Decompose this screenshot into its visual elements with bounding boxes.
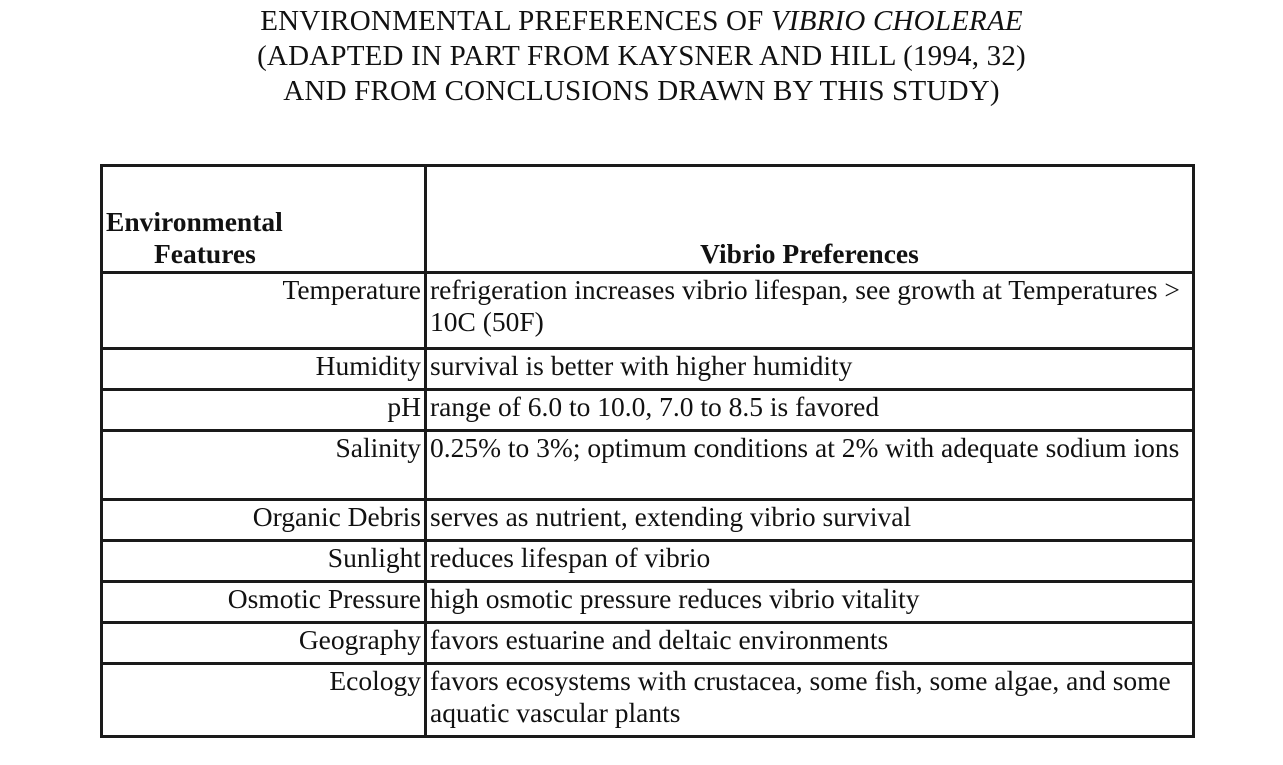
feature-cell: Sunlight bbox=[102, 541, 426, 582]
table-row bbox=[102, 390, 1194, 431]
header-features-line-2: Features bbox=[154, 238, 256, 269]
preference-cell: 0.25% to 3%; optimum conditions at 2% with adequate sodium ions bbox=[426, 431, 1194, 500]
feature-cell: Organic Debris bbox=[102, 500, 426, 541]
preference-cell: favors estuarine and deltaic environments bbox=[426, 623, 1194, 664]
feature-cell: Geography bbox=[102, 623, 426, 664]
feature-cell: pH bbox=[102, 390, 426, 431]
title-line-3: AND FROM CONCLUSIONS DRAWN BY THIS STUDY) bbox=[283, 75, 1000, 107]
feature-cell: Humidity bbox=[102, 349, 426, 390]
feature-cell: Osmotic Pressure bbox=[102, 582, 426, 623]
title-line-1 bbox=[0, 4, 1283, 39]
table-row bbox=[102, 500, 1194, 541]
header-vibrio-preferences: Vibrio Preferences bbox=[426, 166, 1194, 273]
table-row bbox=[102, 541, 1194, 582]
preference-cell: reduces lifespan of vibrio bbox=[426, 541, 1194, 582]
table-row bbox=[102, 349, 1194, 390]
preference-cell: favors ecosystems with crustacea, some fish, some algae, and some aquatic vascular plants bbox=[426, 664, 1194, 737]
table-row bbox=[102, 623, 1194, 664]
preference-cell: serves as nutrient, extending vibrio survival bbox=[426, 500, 1194, 541]
table-row bbox=[102, 431, 1194, 500]
preference-cell: refrigeration increases vibrio lifespan, see growth at Temperatures > 10C (50F) bbox=[426, 273, 1194, 349]
header-features-line-1: Environmental bbox=[106, 206, 283, 237]
title-line-2: (ADAPTED IN PART FROM KAYSNER AND HILL (1994, 32) bbox=[257, 40, 1026, 72]
title-species: VIBRIO CHOLERAE bbox=[770, 5, 1023, 37]
preference-cell: survival is better with higher humidity bbox=[426, 349, 1194, 390]
table-row bbox=[102, 664, 1194, 737]
table-row bbox=[102, 582, 1194, 623]
title-prefix: ENVIRONMENTAL PREFERENCES OF bbox=[260, 5, 771, 37]
feature-cell: Temperature bbox=[102, 273, 426, 349]
preference-cell: high osmotic pressure reduces vibrio vitality bbox=[426, 582, 1194, 623]
feature-cell: Ecology bbox=[102, 664, 426, 737]
table-row bbox=[102, 273, 1194, 349]
preference-cell: range of 6.0 to 10.0, 7.0 to 8.5 is favored bbox=[426, 390, 1194, 431]
header-environmental-features bbox=[102, 166, 426, 273]
feature-cell: Salinity bbox=[102, 431, 426, 500]
table-header-row bbox=[102, 166, 1194, 273]
preferences-table bbox=[100, 164, 1195, 738]
document-title bbox=[0, 4, 1283, 109]
